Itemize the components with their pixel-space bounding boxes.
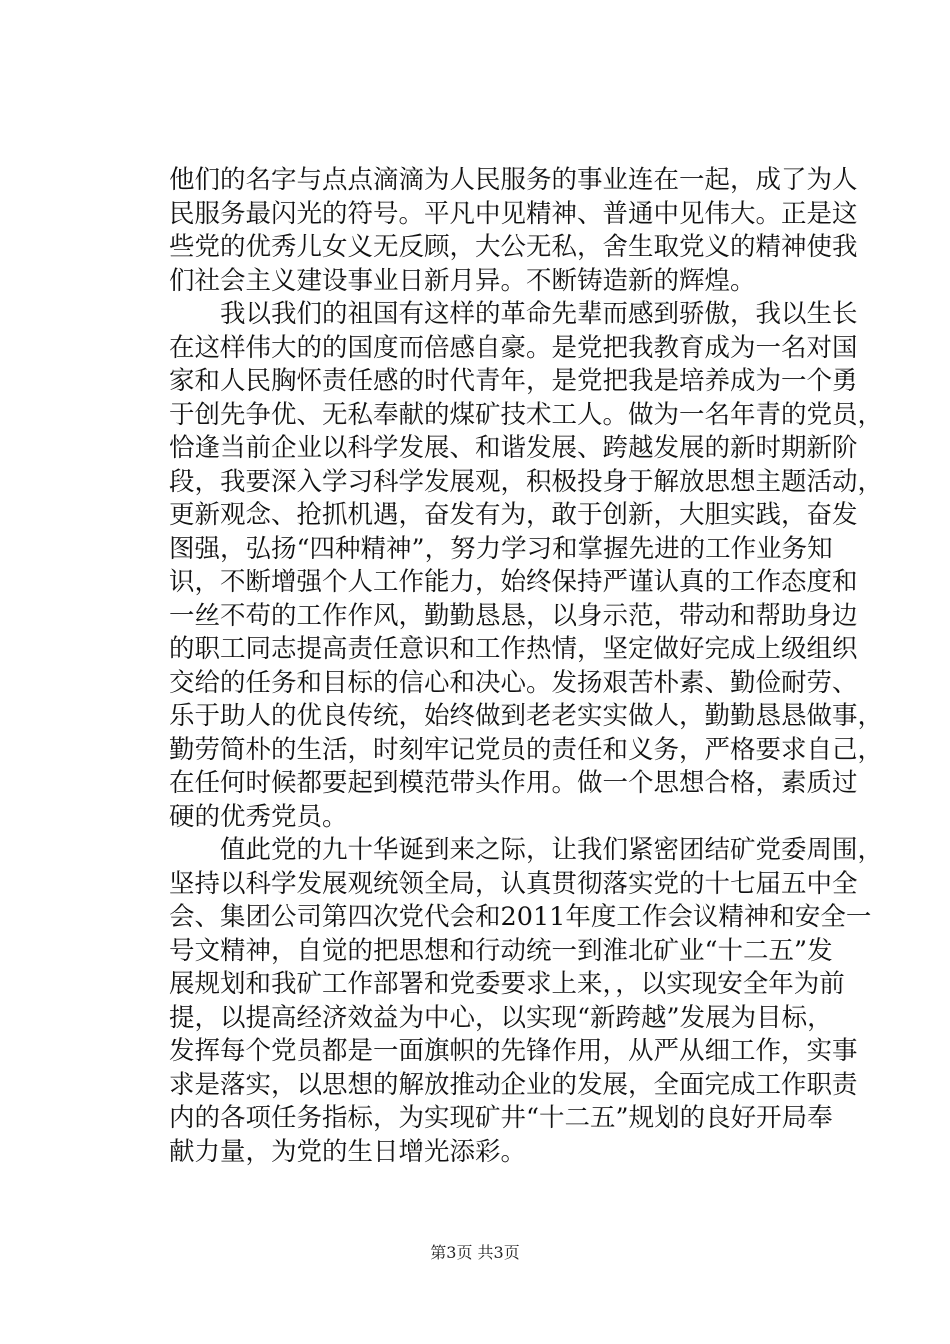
body-line: 会、集团公司第四次党代会和2011年度工作会议精神和安全一 xyxy=(169,902,872,932)
body-line: 号文精神，自觉的把思想和行动统一到淮北矿业“十二五”发 xyxy=(169,935,833,966)
body-line: 识，不断增强个人工作能力，始终保持严谨认真的工作态度和 xyxy=(169,567,858,597)
body-line: 一丝不苟的工作作风，勤勤恳恳，以身示范，带动和帮助身边 xyxy=(169,600,858,631)
body-line: 在任何时候都要起到模范带头作用。做一个思想合格，素质过 xyxy=(169,768,858,798)
body-line: 民服务最闪光的符号。平凡中见精神、普通中见伟大。正是这 xyxy=(169,198,858,229)
body-line: 在这样伟大的的国度而倍感自豪。是党把我教育成为一名对国 xyxy=(169,332,858,363)
body-line: 勤劳简朴的生活，时刻牢记党员的责任和义务，严格要求自己， xyxy=(169,734,884,765)
paragraph-first-line: 值此党的九十华诞到来之际，让我们紧密团结矿党委周围， xyxy=(220,835,884,865)
body-line: 们社会主义建设事业日新月异。不断铸造新的辉煌。 xyxy=(169,265,756,296)
body-line: 献力量，为党的生日增光添彩。 xyxy=(169,1136,527,1167)
body-line: 发挥每个党员都是一面旗帜的先锋作用，从严从细工作，实事 xyxy=(169,1036,858,1066)
page-footer xyxy=(0,1240,950,1263)
paragraph-first-line: 我以我们的祖国有这样的革命先辈而感到骄傲，我以生长 xyxy=(220,299,858,329)
body-line: 硬的优秀党员。 xyxy=(169,801,348,832)
body-line: 坚持以科学发展观统领全局，认真贯彻落实党的十七届五中全 xyxy=(169,868,858,899)
body-line: 段，我要深入学习科学发展观，积极投身于解放思想主题活动， xyxy=(169,466,884,497)
body-line: 交给的任务和目标的信心和决心。发扬艰苦朴素、勤俭耐劳、 xyxy=(169,667,858,698)
body-line: 提，以提高经济效益为中心，以实现“新跨越”发展为目标， xyxy=(169,1002,833,1033)
body-line: 恰逢当前企业以科学发展、和谐发展、跨越发展的新时期新阶 xyxy=(169,433,858,463)
body-line: 图强，弘扬“四种精神”，努力学习和掌握先进的工作业务知 xyxy=(169,533,833,564)
body-line: 乐于助人的优良传统，始终做到老老实实做人，勤勤恳恳做事， xyxy=(169,701,884,731)
body-line: 展规划和我矿工作部署和党委要求上来，，以实现安全年为前 xyxy=(169,969,845,999)
page-number: 第3页 共3页 xyxy=(430,1243,520,1262)
body-line: 的职工同志提高责任意识和工作热情，坚定做好完成上级组织 xyxy=(169,634,858,664)
document-body xyxy=(169,164,884,1169)
body-line: 求是落实，以思想的解放推动企业的发展，全面完成工作职责 xyxy=(169,1069,858,1100)
body-line: 于创先争优、无私奉献的煤矿技术工人。做为一名年青的党员， xyxy=(169,399,884,430)
body-line: 家和人民胸怀责任感的时代青年，是党把我是培养成为一个勇 xyxy=(169,366,858,396)
body-line: 内的各项任务指标，为实现矿井“十二五”规划的良好开局奉 xyxy=(169,1103,833,1133)
body-line: 他们的名字与点点滴滴为人民服务的事业连在一起，成了为人 xyxy=(169,165,858,195)
body-line: 更新观念、抢抓机遇，奋发有为，敢于创新，大胆实践，奋发 xyxy=(169,500,858,530)
body-line: 些党的优秀儿女义无反顾，大公无私，舍生取党义的精神使我 xyxy=(169,232,858,262)
